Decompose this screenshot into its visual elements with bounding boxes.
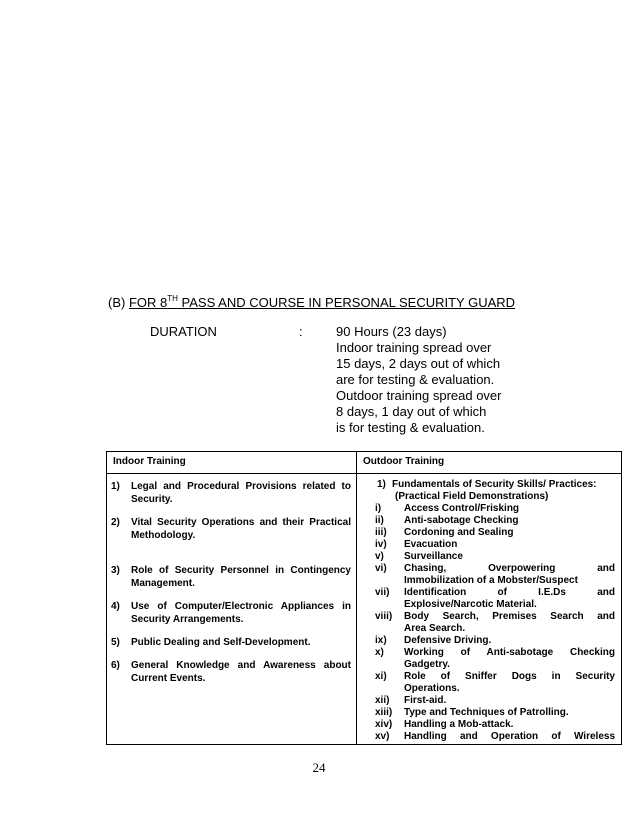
item-text bbox=[404, 719, 615, 731]
item-text: Vital Security Operations and their Practical Methodology. bbox=[131, 517, 351, 541]
item-number: i) bbox=[375, 503, 382, 514]
heading-superscript: TH bbox=[167, 294, 178, 303]
item-text bbox=[404, 527, 615, 539]
table-body-row bbox=[107, 474, 622, 745]
item-text-line: Type and Techniques of Patrolling. bbox=[404, 707, 569, 718]
item-text bbox=[404, 695, 615, 707]
list-item bbox=[111, 659, 351, 685]
item-text-line: Gadgetry. bbox=[404, 659, 450, 670]
list-item bbox=[375, 539, 615, 551]
list-item bbox=[375, 647, 615, 671]
indoor-header: Indoor Training bbox=[107, 452, 357, 474]
duration-colon: : bbox=[299, 324, 303, 339]
outdoor-heading bbox=[377, 479, 615, 503]
item-number: vi) bbox=[375, 563, 387, 574]
item-text-line: Handling a Mob-attack. bbox=[404, 719, 514, 730]
item-text bbox=[392, 479, 597, 503]
item-number: iii) bbox=[375, 527, 387, 538]
duration-line: Outdoor training spread over bbox=[336, 388, 502, 403]
item-text bbox=[404, 539, 615, 551]
item-text-line: Cordoning and Sealing bbox=[404, 527, 514, 538]
training-table bbox=[106, 451, 622, 745]
list-item bbox=[111, 480, 351, 506]
list-item bbox=[375, 503, 615, 515]
item-number: iv) bbox=[375, 539, 387, 550]
duration-line: 90 Hours (23 days) bbox=[336, 324, 447, 339]
item-number: 5) bbox=[111, 637, 120, 648]
duration-line: are for testing & evaluation. bbox=[336, 372, 495, 387]
item-number: x) bbox=[375, 647, 384, 658]
item-text bbox=[404, 503, 615, 515]
item-number: 3) bbox=[111, 565, 120, 576]
outdoor-list bbox=[357, 503, 621, 743]
duration-line: is for testing & evaluation. bbox=[336, 420, 485, 435]
item-number: xiii) bbox=[375, 707, 393, 718]
list-item bbox=[375, 527, 615, 539]
list-item bbox=[111, 516, 351, 542]
item-text-line: Body Search, Premises Search and bbox=[404, 611, 615, 622]
list-item bbox=[375, 671, 615, 695]
list-item bbox=[375, 695, 615, 707]
item-text-line: Explosive/Narcotic Material. bbox=[404, 599, 537, 610]
item-text-line: Chasing, Overpowering and bbox=[404, 563, 615, 574]
item-text: Public Dealing and Self-Development. bbox=[131, 637, 311, 648]
item-text-line: Immobilization of a Mobster/Suspect bbox=[404, 575, 578, 586]
item-number: 4) bbox=[111, 601, 120, 612]
list-item bbox=[375, 635, 615, 647]
outdoor-cell bbox=[357, 474, 622, 745]
item-text-line: Surveillance bbox=[404, 551, 463, 562]
item-text: General Knowledge and Awareness about Current Events. bbox=[131, 660, 351, 684]
item-text-line: Role of Sniffer Dogs in Security bbox=[404, 671, 615, 682]
item-text: Role of Security Personnel in Contingency Management. bbox=[131, 565, 351, 589]
item-number: xv) bbox=[375, 731, 390, 742]
heading-prefix: (B) bbox=[108, 295, 129, 310]
item-text-line: Defensive Driving. bbox=[404, 635, 492, 646]
heading-part1: FOR 8 bbox=[128, 295, 168, 310]
heading-part2: PASS AND COURSE IN PERSONAL SECURITY GUARD bbox=[177, 295, 516, 310]
item-text bbox=[404, 671, 615, 695]
item-number: 6) bbox=[111, 660, 120, 671]
heading-title bbox=[129, 295, 515, 310]
list-item bbox=[375, 515, 615, 527]
item-text bbox=[404, 611, 615, 635]
list-item bbox=[375, 707, 615, 719]
item-text-line: Area Search. bbox=[404, 623, 466, 634]
list-item bbox=[375, 563, 615, 587]
item-text: Legal and Procedural Provisions related to Security. bbox=[131, 481, 351, 505]
item-text bbox=[404, 707, 615, 719]
item-text bbox=[404, 587, 615, 611]
item-number: viii) bbox=[375, 611, 393, 622]
item-number: xii) bbox=[375, 695, 390, 706]
outdoor-heading-line1: Fundamentals of Security Skills/ Practices: bbox=[392, 479, 597, 490]
item-number: vii) bbox=[375, 587, 390, 598]
item-number: 1) bbox=[111, 481, 120, 492]
list-item bbox=[375, 587, 615, 611]
item-text-line: Handling and Operation of Wireless bbox=[404, 731, 615, 742]
item-text bbox=[404, 563, 615, 587]
page-number: 24 bbox=[312, 760, 326, 775]
duration-line: Indoor training spread over bbox=[336, 340, 492, 355]
item-number: 2) bbox=[111, 517, 120, 528]
duration-line: 8 days, 1 day out of which bbox=[336, 404, 487, 419]
list-item bbox=[375, 719, 615, 731]
item-number: ii) bbox=[375, 515, 384, 526]
duration-details bbox=[336, 324, 501, 436]
section-heading bbox=[108, 295, 515, 310]
duration-label: DURATION bbox=[150, 324, 217, 339]
list-item bbox=[375, 551, 615, 563]
list-item bbox=[111, 564, 351, 590]
item-text bbox=[404, 647, 615, 671]
item-text bbox=[404, 515, 615, 527]
list-item bbox=[111, 600, 351, 626]
item-number: xiv) bbox=[375, 719, 393, 730]
item-text-line: First-aid. bbox=[404, 695, 447, 706]
duration-line: 15 days, 2 days out of which bbox=[336, 356, 501, 371]
item-number: v) bbox=[375, 551, 384, 562]
item-text bbox=[404, 635, 615, 647]
item-number: ix) bbox=[375, 635, 387, 646]
indoor-cell bbox=[107, 474, 357, 745]
outdoor-heading-line2: (Practical Field Demonstrations) bbox=[395, 491, 549, 502]
item-text: Use of Computer/Electronic Appliances in Security Arrangements. bbox=[131, 601, 351, 625]
list-item bbox=[375, 611, 615, 635]
item-number: 1) bbox=[377, 479, 386, 490]
item-text-line: Evacuation bbox=[404, 539, 458, 550]
outdoor-header: Outdoor Training bbox=[357, 452, 622, 474]
item-text-line: Access Control/Frisking bbox=[404, 503, 520, 514]
item-text-line: Identification of I.E.Ds and bbox=[404, 587, 615, 598]
table-header-row bbox=[107, 452, 622, 474]
item-text-line: Operations. bbox=[404, 683, 460, 694]
item-text bbox=[404, 731, 615, 743]
list-item bbox=[111, 636, 351, 649]
item-text bbox=[404, 551, 615, 563]
item-text-line: Anti-sabotage Checking bbox=[404, 515, 519, 526]
item-text-line: Working of Anti-sabotage Checking bbox=[404, 647, 615, 658]
list-item bbox=[375, 731, 615, 743]
item-number: xi) bbox=[375, 671, 387, 682]
